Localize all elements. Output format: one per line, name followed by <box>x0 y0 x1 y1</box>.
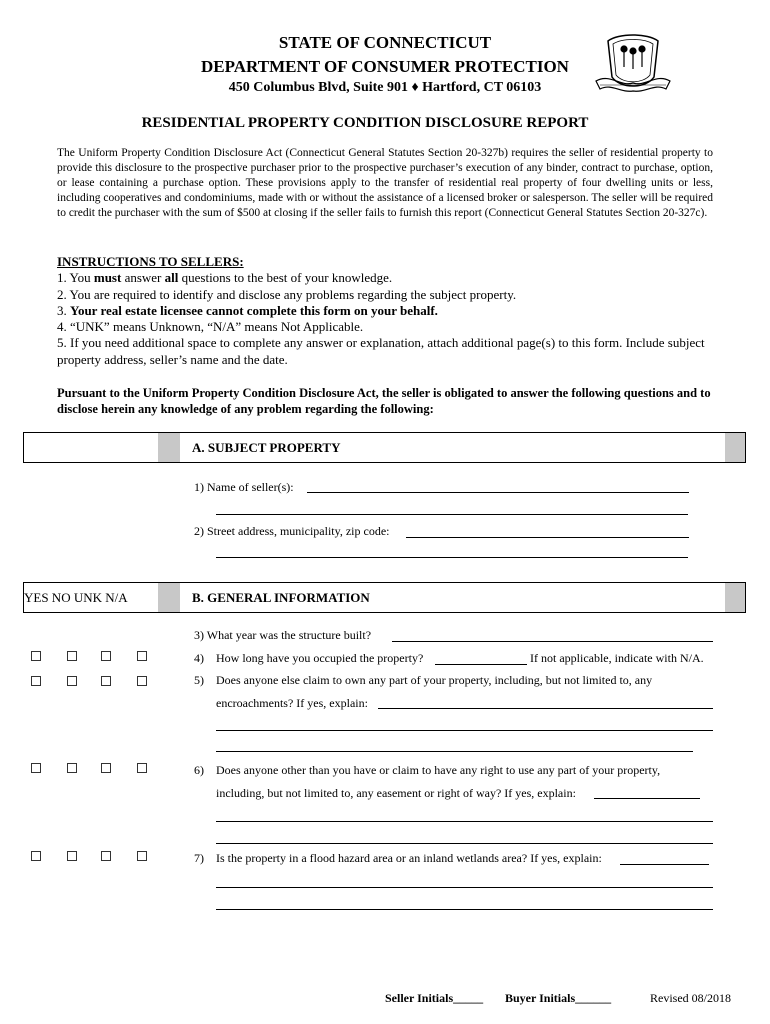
q5-no-checkbox[interactable] <box>67 676 77 686</box>
q7-explain-field[interactable] <box>620 864 709 865</box>
connecticut-state-seal-icon <box>594 33 672 97</box>
q6-explain-field-line-2[interactable] <box>216 821 713 822</box>
question-7-number: 7) <box>194 851 204 865</box>
instruction-2: 2. You are required to identify and disclose any problems regarding the subject property. <box>57 286 517 302</box>
q5-na-checkbox[interactable] <box>137 676 147 686</box>
section-b-label: B. GENERAL INFORMATION <box>192 590 370 605</box>
instructions-heading: INSTRUCTIONS TO SELLERS: <box>57 254 244 269</box>
q4-na-checkbox[interactable] <box>137 651 147 661</box>
intro-paragraph: The Uniform Property Condition Disclosure Act (Connecticut General Statutes Section 20-327b) requires the seller of residential property to provide this disclosure to the prospective purchaser prior to the prospective purchaser’s execution of any binder, contract to purchase, option, or lease containing a purchase option. These provisions apply to the transfer of residential real property of four dwelling units or less, including cooperatives and condominiums, made with or without the assistance of a licensed broker or salesperson. The seller will be required to credit the purchaser with the sum of $500 at closing if the seller fails to furnish this report (Connecticut General Statutes Section 20-327c). <box>57 147 713 219</box>
q6-unk-checkbox[interactable] <box>101 763 111 773</box>
street-address-field[interactable] <box>406 537 689 538</box>
q7-yes-checkbox[interactable] <box>31 851 41 861</box>
instruction-1: 1. You must answer all questions to the best of your knowledge. <box>57 270 393 286</box>
question-5-text: Does anyone else claim to own any part of your property, including, but not limited to, any <box>216 673 653 687</box>
street-address-field-line-2[interactable] <box>216 557 688 558</box>
question-1-label: 1) Name of seller(s): <box>194 480 294 494</box>
q5-explain-field-line-3[interactable] <box>216 751 693 752</box>
q7-na-checkbox[interactable] <box>137 851 147 861</box>
department-address: 450 Columbus Blvd, Suite 901 ♦ Hartford, CT 06103 <box>228 80 542 95</box>
question-5-number: 5) <box>194 673 204 687</box>
question-6-text-2: including, but not limited to, any easement or right of way? If yes, explain: <box>216 786 576 800</box>
question-3-label: 3) What year was the structure built? <box>194 628 372 642</box>
buyer-initials[interactable]: Buyer Initials______ <box>505 991 612 1005</box>
state-title: STATE OF CONNECTICUT <box>278 33 492 52</box>
report-title: RESIDENTIAL PROPERTY CONDITION DISCLOSURE REPORT <box>141 115 589 131</box>
question-4-text: How long have you occupied the property? <box>216 651 424 665</box>
section-b-header <box>23 582 746 613</box>
seller-name-field-line-2[interactable] <box>216 514 688 515</box>
seller-name-field[interactable] <box>307 492 689 493</box>
q6-explain-field[interactable] <box>594 798 700 799</box>
question-6-number: 6) <box>194 763 204 777</box>
answer-column-headers: YES NO UNK N/A <box>24 590 128 605</box>
section-a-label: A. SUBJECT PROPERTY <box>192 440 341 455</box>
question-6-text: Does anyone other than you have or claim to have any right to use any part of your property, <box>216 763 661 777</box>
department-title: DEPARTMENT OF CONSUMER PROTECTION <box>201 57 569 76</box>
q5-yes-checkbox[interactable] <box>31 676 41 686</box>
instruction-4: 4. “UNK” means Unknown, “N/A” means Not Applicable. <box>57 319 364 335</box>
question-4-suffix: If not applicable, indicate with N/A. <box>530 651 704 665</box>
q5-explain-field[interactable] <box>378 708 713 709</box>
question-5-text-2: encroachments? If yes, explain: <box>216 696 368 710</box>
q5-explain-field-line-2[interactable] <box>216 730 713 731</box>
section-a-header <box>23 432 746 463</box>
q7-no-checkbox[interactable] <box>67 851 77 861</box>
instructions-block <box>57 254 717 368</box>
q5-unk-checkbox[interactable] <box>101 676 111 686</box>
q6-yes-checkbox[interactable] <box>31 763 41 773</box>
pursuant-statement: Pursuant to the Uniform Property Condition Disclosure Act, the seller is obligated to answer the following questions and to disclose herein any knowledge of any problem regarding the following: <box>57 386 711 416</box>
q7-explain-field-line-3[interactable] <box>216 909 713 910</box>
q4-no-checkbox[interactable] <box>67 651 77 661</box>
q4-yes-checkbox[interactable] <box>31 651 41 661</box>
q6-explain-field-line-3[interactable] <box>216 843 713 844</box>
revision-date: Revised 08/2018 <box>650 991 731 1005</box>
q4-unk-checkbox[interactable] <box>101 651 111 661</box>
seller-initials[interactable]: Seller Initials_____ <box>385 991 484 1005</box>
year-built-field[interactable] <box>392 641 713 642</box>
question-2-label: 2) Street address, municipality, zip code: <box>194 524 390 538</box>
q6-no-checkbox[interactable] <box>67 763 77 773</box>
instruction-5: 5. If you need additional space to complete any answer or explanation, attach additional page(s) to this form. Include subject property address, seller’s name and the date. <box>57 335 705 367</box>
q7-explain-field-line-2[interactable] <box>216 887 713 888</box>
instruction-3: 3. Your real estate licensee cannot complete this form on your behalf. <box>57 302 438 318</box>
question-4-number: 4) <box>194 651 204 665</box>
q7-unk-checkbox[interactable] <box>101 851 111 861</box>
question-7-text: Is the property in a flood hazard area or an inland wetlands area? If yes, explain: <box>216 851 602 865</box>
occupancy-duration-field[interactable] <box>435 664 527 665</box>
q6-na-checkbox[interactable] <box>137 763 147 773</box>
